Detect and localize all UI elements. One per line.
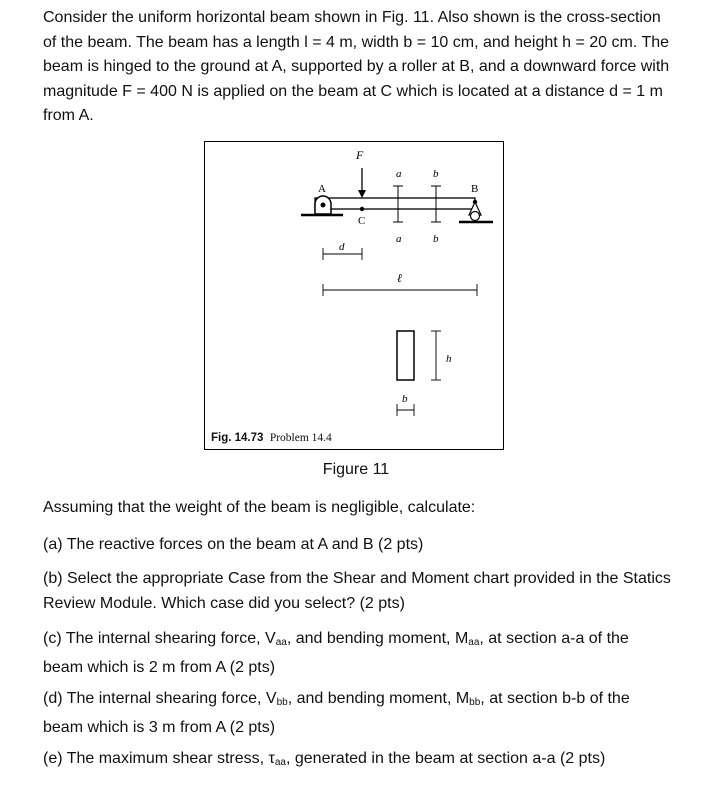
point-c-dot [360,207,364,211]
label-a-top: a [396,168,402,180]
label-C: C [358,215,366,227]
question-b: (b) Select the appropriate Case from the Shear and Moment chart provided in the Statics Review Module. Which case did you select? (2 pts) [43,570,671,612]
label-d: d [339,241,345,253]
figure-title: Figure 11 [322,461,390,478]
caption-text: Problem 14.4 [269,432,332,444]
label-F: F [356,148,364,162]
label-l: ℓ [397,271,402,285]
caption-label: Fig. 14.73 [211,432,264,444]
question-d: (d) The internal shearing force, $V_{bb}$, and bending moment, $M_{bb}$, at section b-b of the beam which is 3 m from A (2 pts) [43,690,630,736]
beam-figure [204,141,504,450]
question-c: (c) The internal shearing force, $V_{aa}$, and bending moment, $M_{aa}$, at section a-a of the beam which is 2 m from A (2 pts) [43,630,629,676]
label-A: A [318,183,326,195]
question-e: (e) The maximum shear stress, $\tau_{aa}$, generated in the beam at section a-a (2 pts) [43,750,606,768]
cross-section [397,331,414,380]
figure-caption [211,432,332,444]
question-a: (a) The reactive forces on the beam at A and B (2 pts) [43,536,424,553]
label-b-section: b [402,393,408,405]
beam-diagram [205,142,505,451]
label-b-bottom: b [433,233,439,245]
label-B: B [471,183,479,195]
label-a-bottom: a [396,233,402,245]
label-b-top: b [433,168,439,180]
beam [315,198,475,209]
label-h: h [446,353,452,365]
problem-statement: Consider the uniform horizontal beam shown in Fig. 11. Also shown is the cross-section of the beam. The beam has a length l = 4 m, width b = 10 cm, and height h = 20 cm. The beam is hinged to the ground at A, supported by a roller at B, and a downward force with magnitude F = 400 N is applied on the beam at C which is located at a distance d = 1 m from A. [43,9,670,125]
force-arrowhead [358,190,366,198]
questions-lead: Assuming that the weight of the beam is negligible, calculate: [43,499,476,516]
